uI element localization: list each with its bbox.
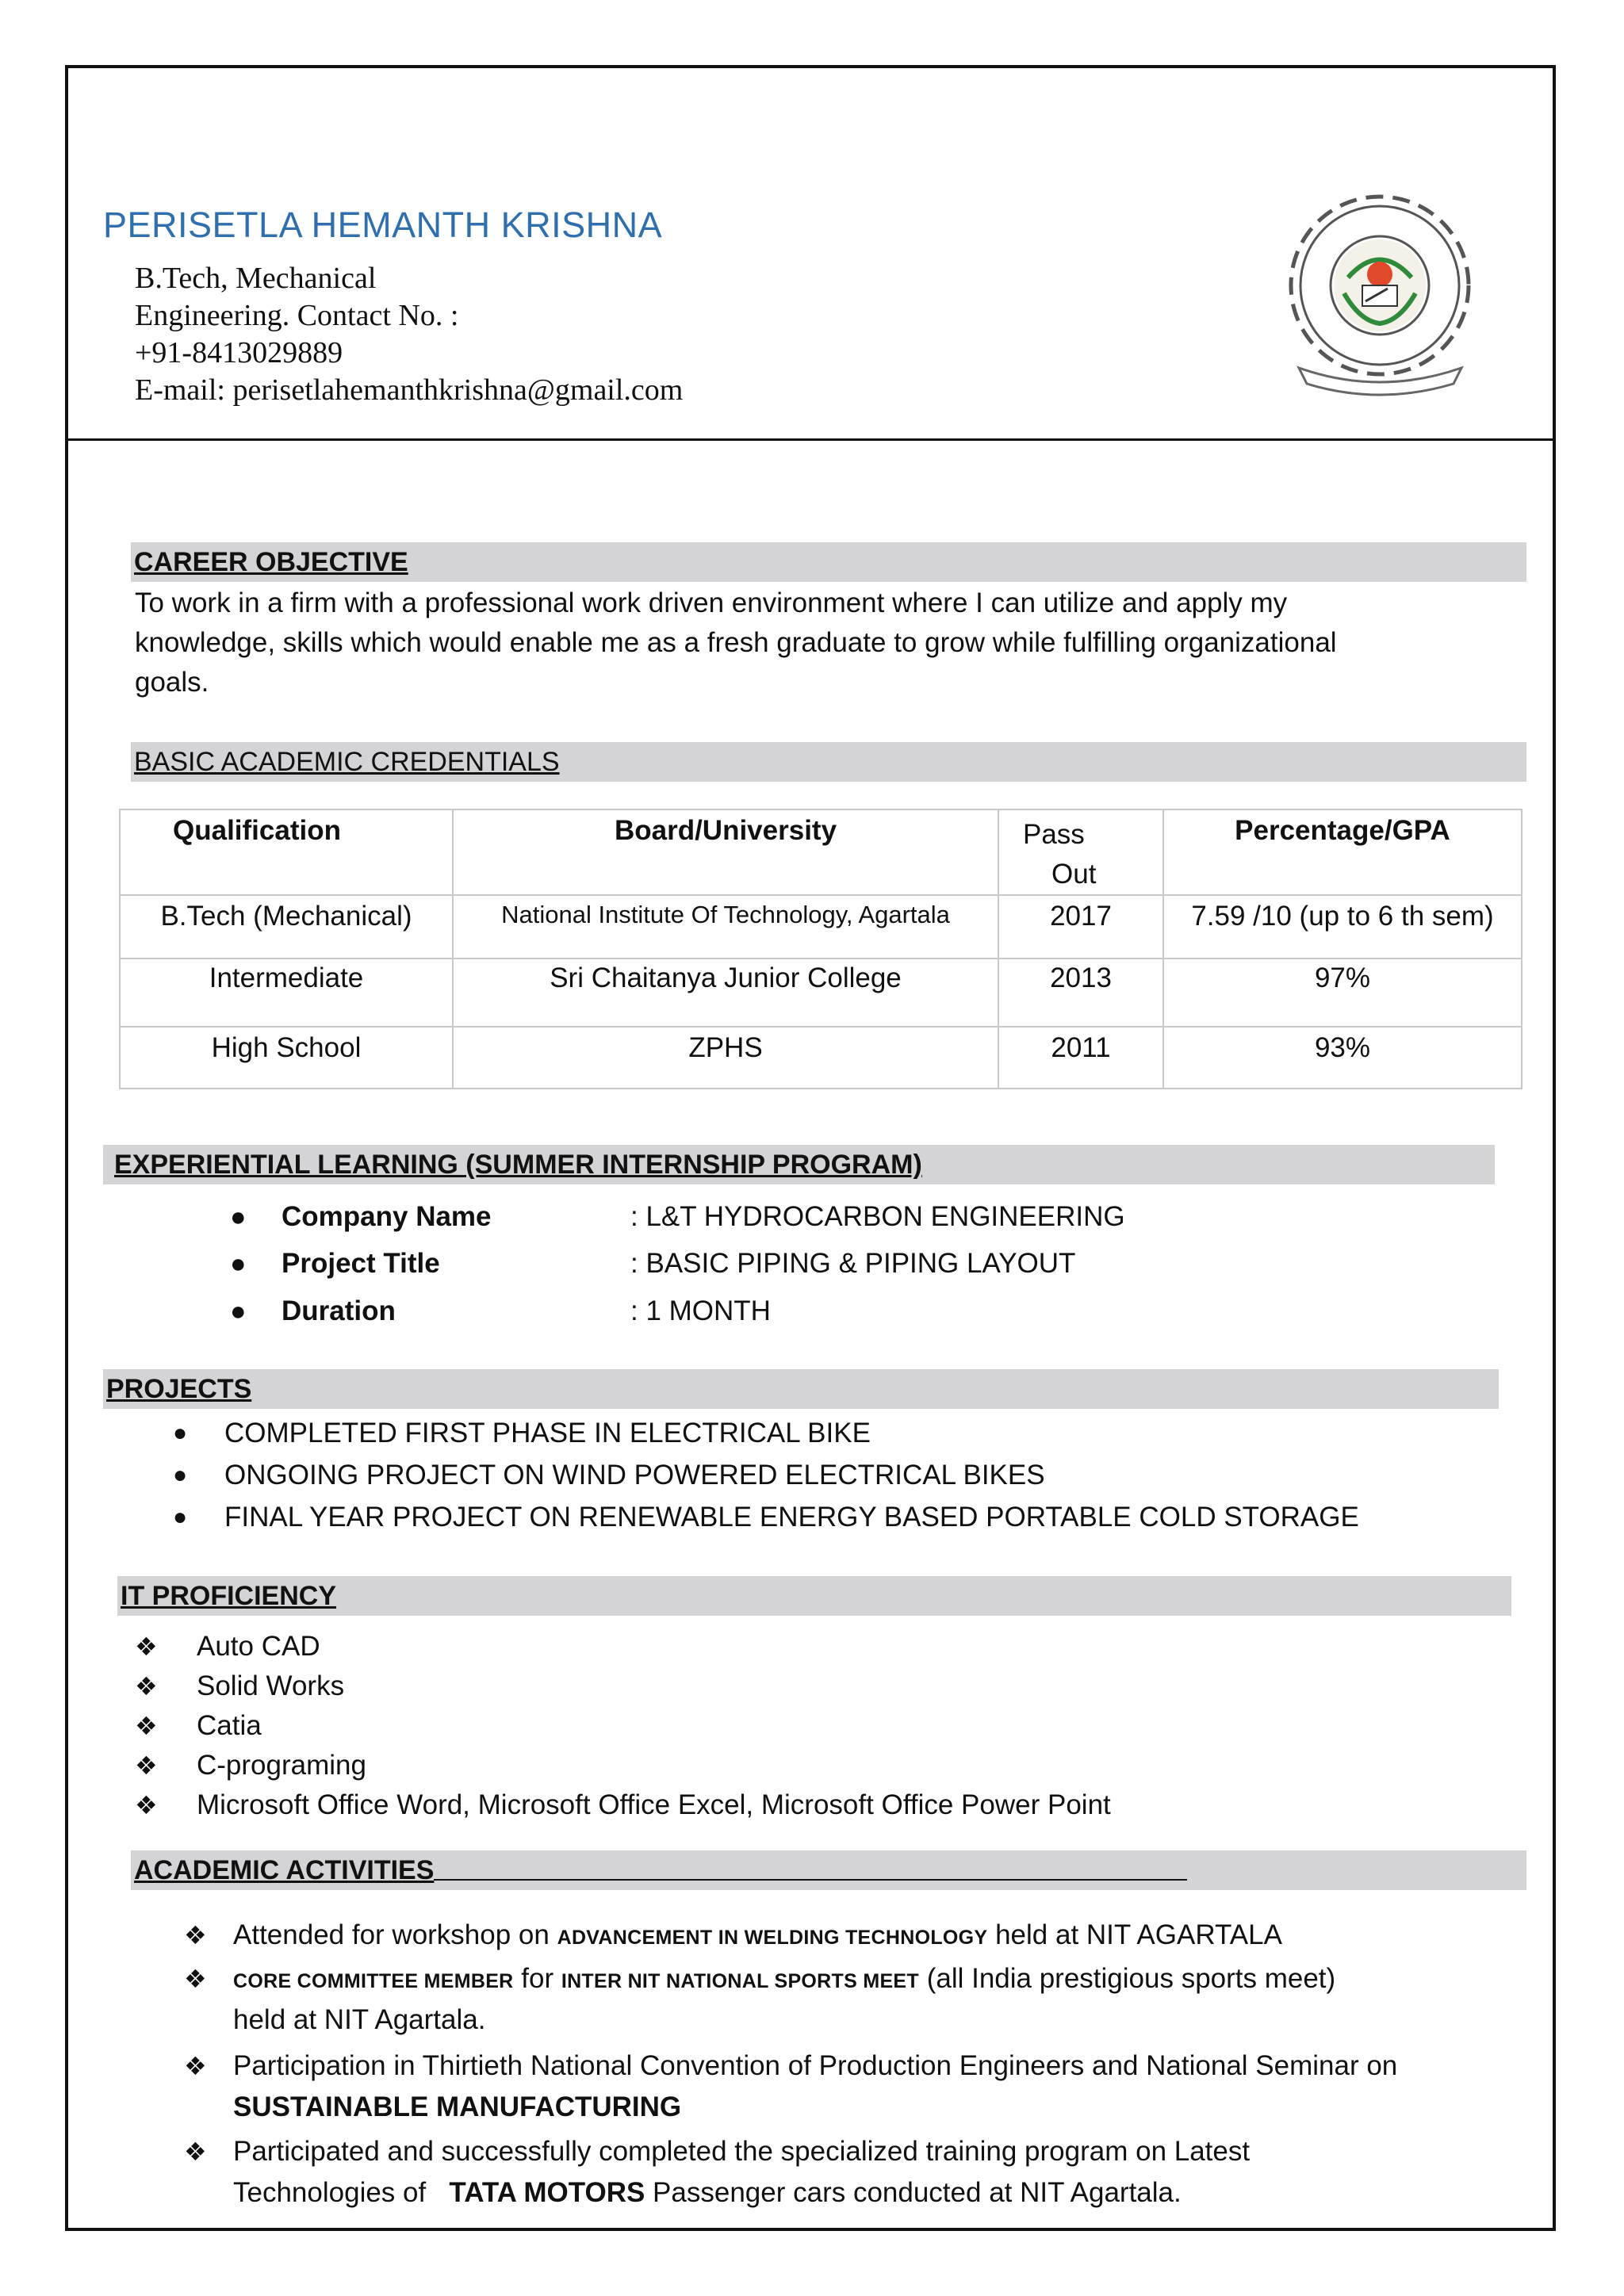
item-label: Company Name xyxy=(282,1201,492,1232)
diamond-bullet-icon: ❖ xyxy=(184,2052,207,2080)
cell-year: 2013 xyxy=(998,959,1163,1027)
skill-text: Microsoft Office Word, Microsoft Office Excel, Microsoft Office Power Point xyxy=(197,1789,1111,1820)
credentials-table xyxy=(119,809,1522,1089)
objective-line: To work in a firm with a professional work driven environment where I can utilize and apply my xyxy=(135,587,1288,618)
diamond-bullet-icon: ❖ xyxy=(135,1632,158,1661)
table-row xyxy=(120,1027,1522,1089)
cell-board: National Institute Of Technology, Agartala xyxy=(453,895,998,959)
cell-score: 7.59 /10 (up to 6 th sem) xyxy=(1163,895,1522,959)
skill-text: Catia xyxy=(197,1710,262,1741)
item-value: : 1 MONTH xyxy=(630,1295,771,1326)
projects-bar xyxy=(103,1369,1499,1409)
diamond-bullet-icon: ❖ xyxy=(135,1712,158,1740)
item-label: Project Title xyxy=(282,1248,440,1279)
diamond-bullet-icon: ❖ xyxy=(135,1672,158,1701)
career-objective-text xyxy=(135,584,1337,702)
cell-board: Sri Chaitanya Junior College xyxy=(453,959,998,1027)
item-label: Duration xyxy=(282,1295,396,1326)
cell-board: ZPHS xyxy=(453,1027,998,1089)
table-header-row xyxy=(120,809,1522,895)
bullet-icon: ● xyxy=(173,1420,188,1446)
diamond-bullet-icon: ❖ xyxy=(135,1751,158,1780)
project-text: ONGOING PROJECT ON WIND POWERED ELECTRICAL BIKES xyxy=(224,1460,1045,1490)
item-value: : BASIC PIPING & PIPING LAYOUT xyxy=(630,1248,1076,1279)
diamond-bullet-icon: ❖ xyxy=(184,1921,207,1950)
objective-line: knowledge, skills which would enable me as a fresh graduate to grow while fulfilling organizational xyxy=(135,627,1337,658)
bullet-icon: ● xyxy=(173,1462,188,1488)
credentials-heading: BASIC ACADEMIC CREDENTIALS xyxy=(134,747,560,777)
diamond-bullet-icon: ❖ xyxy=(184,2137,207,2166)
skill-text: Solid Works xyxy=(197,1670,345,1701)
diamond-bullet-icon: ❖ xyxy=(184,1965,207,1993)
bullet-icon: ● xyxy=(173,1504,188,1530)
column-header-board: Board/University xyxy=(453,809,998,895)
objective-line: goals. xyxy=(135,667,209,698)
cell-qualification: High School xyxy=(120,1027,453,1089)
it-proficiency-heading: IT PROFICIENCY xyxy=(121,1581,337,1611)
table-row xyxy=(120,959,1522,1027)
cell-qualification: Intermediate xyxy=(120,959,453,1027)
skill-text: C-programing xyxy=(197,1750,366,1781)
header-divider xyxy=(65,438,1556,441)
project-text: FINAL YEAR PROJECT ON RENEWABLE ENERGY BASED PORTABLE COLD STORAGE xyxy=(224,1502,1359,1533)
bullet-icon: ● xyxy=(230,1249,247,1279)
phone-number: +91-8413029889 xyxy=(135,336,343,369)
nit-agartala-logo-icon xyxy=(1267,184,1493,398)
contact-block xyxy=(135,260,737,409)
cell-score: 97% xyxy=(1163,959,1522,1027)
bullet-icon: ● xyxy=(230,1202,247,1232)
cell-year: 2017 xyxy=(998,895,1163,959)
contact-label-line: Engineering. Contact No. : xyxy=(135,299,459,332)
project-text: COMPLETED FIRST PHASE IN ELECTRICAL BIKE xyxy=(224,1418,871,1448)
diamond-bullet-icon: ❖ xyxy=(135,1791,158,1820)
career-objective-heading: CAREER OBJECTIVE xyxy=(134,547,408,577)
column-header-percentage: Percentage/GPA xyxy=(1163,809,1522,895)
experiential-heading: EXPERIENTIAL LEARNING (SUMMER INTERNSHIP PROGRAM) xyxy=(114,1150,922,1180)
activities-heading: ACADEMIC ACTIVITIES xyxy=(131,1850,1187,1890)
skill-text: Auto CAD xyxy=(197,1631,320,1662)
degree-line: B.Tech, Mechanical xyxy=(135,262,377,295)
bullet-icon: ● xyxy=(230,1296,247,1326)
item-value: : L&T HYDROCARBON ENGINEERING xyxy=(630,1201,1125,1232)
table-row xyxy=(120,895,1522,959)
email-address: E-mail: perisetlahemanthkrishna@gmail.com xyxy=(135,373,684,407)
projects-heading: PROJECTS xyxy=(106,1374,252,1404)
column-header-qualification: Qualification xyxy=(120,809,453,895)
column-header-pass-out: Pass Out xyxy=(998,809,1163,895)
cell-score: 93% xyxy=(1163,1027,1522,1089)
cell-qualification: B.Tech (Mechanical) xyxy=(120,895,453,959)
cell-year: 2011 xyxy=(998,1027,1163,1089)
candidate-name: PERISETLA HEMANTH KRISHNA xyxy=(103,205,663,245)
